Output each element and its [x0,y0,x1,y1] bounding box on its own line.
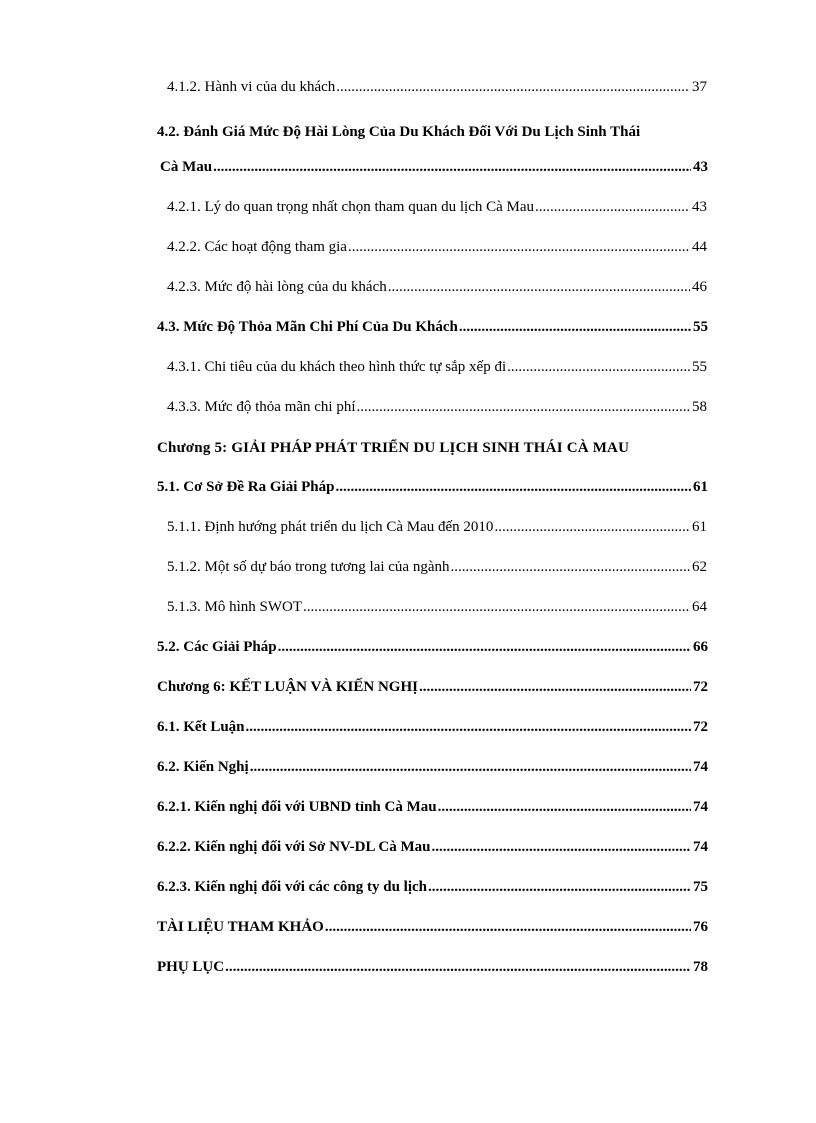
toc-leader [459,320,691,335]
toc-entry-4-1-2 [167,80,707,95]
toc-leader [507,360,690,375]
toc-entry-page: 76 [693,919,708,935]
toc-entry-title: 4.1.2. Hành vi của du khách [167,79,336,95]
toc-entry-title: Chương 6: KẾT LUẬN VÀ KIẾN NGHỊ [157,679,418,695]
toc-leader [348,240,690,255]
toc-entry-6-1 [157,720,708,735]
toc-entry-title: 4.2.3. Mức độ hài lòng của du khách [167,279,387,295]
toc-entry-5-2 [157,640,708,655]
toc-leader [494,520,690,535]
toc-leader [335,480,691,495]
toc-entry-page: 46 [692,279,707,295]
toc-entry-title: 6.2.2. Kiến nghị đối với Sở NV-DL Cà Mau [157,839,431,855]
toc-entry-4-3-1 [167,360,707,375]
toc-entry-title: 4.2.2. Các hoạt động tham gia [167,239,347,255]
toc-entry-appendix [157,960,708,975]
toc-leader [357,400,690,415]
toc-entry-page: 43 [692,199,707,215]
toc-entry-title: 4.3.1. Chi tiêu của du khách theo hình thức tự sắp xếp đi [167,359,507,375]
toc-leader [213,160,691,175]
toc-leader [225,960,691,975]
toc-entry-5-1-3 [167,600,707,615]
toc-entry-title: TÀI LIỆU THAM KHẢO [157,919,324,935]
toc-entry-page: 62 [692,559,707,575]
toc-entry-4-2-heading: 4.2. Đánh Giá Mức Độ Hài Lòng Của Du Khách Đối Với Du Lịch Sinh Thái [157,124,641,140]
toc-entry-6-2 [157,760,708,775]
toc-entry-6-2-3 [157,880,708,895]
toc-entry-title: 5.1.1. Định hướng phát triển du lịch Cà Mau đến 2010 [167,519,494,535]
toc-entry-page: 61 [693,479,708,495]
toc-leader [451,560,691,575]
toc-entry-page: 44 [692,239,707,255]
toc-entry-6-2-1 [157,800,708,815]
toc-entry-page: 74 [693,839,708,855]
toc-leader [388,280,690,295]
toc-chapter-6 [157,680,708,695]
toc-entry-title: 5.1.3. Mô hình SWOT [167,599,302,615]
toc-entry-page: 55 [693,319,708,335]
toc-leader [246,720,691,735]
toc-chapter-5: Chương 5: GIẢI PHÁP PHÁT TRIỂN DU LỊCH SINH THÁI CÀ MAU [157,440,630,456]
toc-entry-title: 4.3. Mức Độ Thỏa Mãn Chi Phí Của Du Khách [157,319,458,335]
toc-entry-page: 72 [693,719,708,735]
toc-entry-title: PHỤ LỤC [157,959,225,975]
toc-entry-4-2-2 [167,240,707,255]
toc-entry-title: 5.1. Cơ Sở Đề Ra Giải Pháp [157,479,335,495]
toc-entry-title: 5.2. Các Giải Pháp [157,639,277,655]
toc-leader [278,640,691,655]
toc-entry-5-1 [157,480,708,495]
toc-entry-page: 61 [692,519,707,535]
toc-entry-title: 6.2. Kiến Nghị [157,759,249,775]
toc-entry-page: 55 [692,359,707,375]
toc-entry-5-1-2 [167,560,707,575]
toc-leader [336,80,690,95]
toc-entry-title: 4.2.1. Lý do quan trọng nhất chọn tham quan du lịch Cà Mau [167,199,535,215]
toc-leader [535,200,690,215]
toc-entry-page: 58 [692,399,707,415]
toc-entry-title: 5.1.2. Một số dự báo trong tương lai của ngành [167,559,450,575]
toc-entry-page: 64 [692,599,707,615]
toc-entry-page: 72 [693,679,708,695]
toc-leader [431,840,691,855]
toc-leader [250,760,691,775]
toc-leader [438,800,691,815]
toc-entry-4-3 [157,320,708,335]
toc-entry-page: 74 [693,759,708,775]
toc-entry-title: 4.3.3. Mức độ thỏa mãn chi phí [167,399,356,415]
toc-entry-page: 37 [692,79,707,95]
toc-entry-title: 6.2.1. Kiến nghị đối với UBND tỉnh Cà Mau [157,799,437,815]
toc-entry-4-3-3 [167,400,707,415]
toc-leader [428,880,691,895]
toc-entry-title: 6.2.3. Kiến nghị đối với các công ty du lịch [157,879,427,895]
toc-entry-references [157,920,708,935]
toc-entry-page: 75 [693,879,708,895]
toc-leader [419,680,691,695]
toc-entry-5-1-1 [167,520,707,535]
toc-entry-title: Cà Mau [160,159,213,175]
toc-entry-page: 66 [693,639,708,655]
toc-entry-page: 43 [693,159,708,175]
toc-entry-6-2-2 [157,840,708,855]
toc-entry-4-2 [160,160,708,175]
toc-entry-title: 6.1. Kết Luận [157,719,245,735]
toc-entry-4-2-1 [167,200,707,215]
toc-leader [325,920,691,935]
toc-leader [303,600,690,615]
toc-entry-page: 74 [693,799,708,815]
toc-entry-page: 78 [693,959,708,975]
toc-entry-4-2-3 [167,280,707,295]
